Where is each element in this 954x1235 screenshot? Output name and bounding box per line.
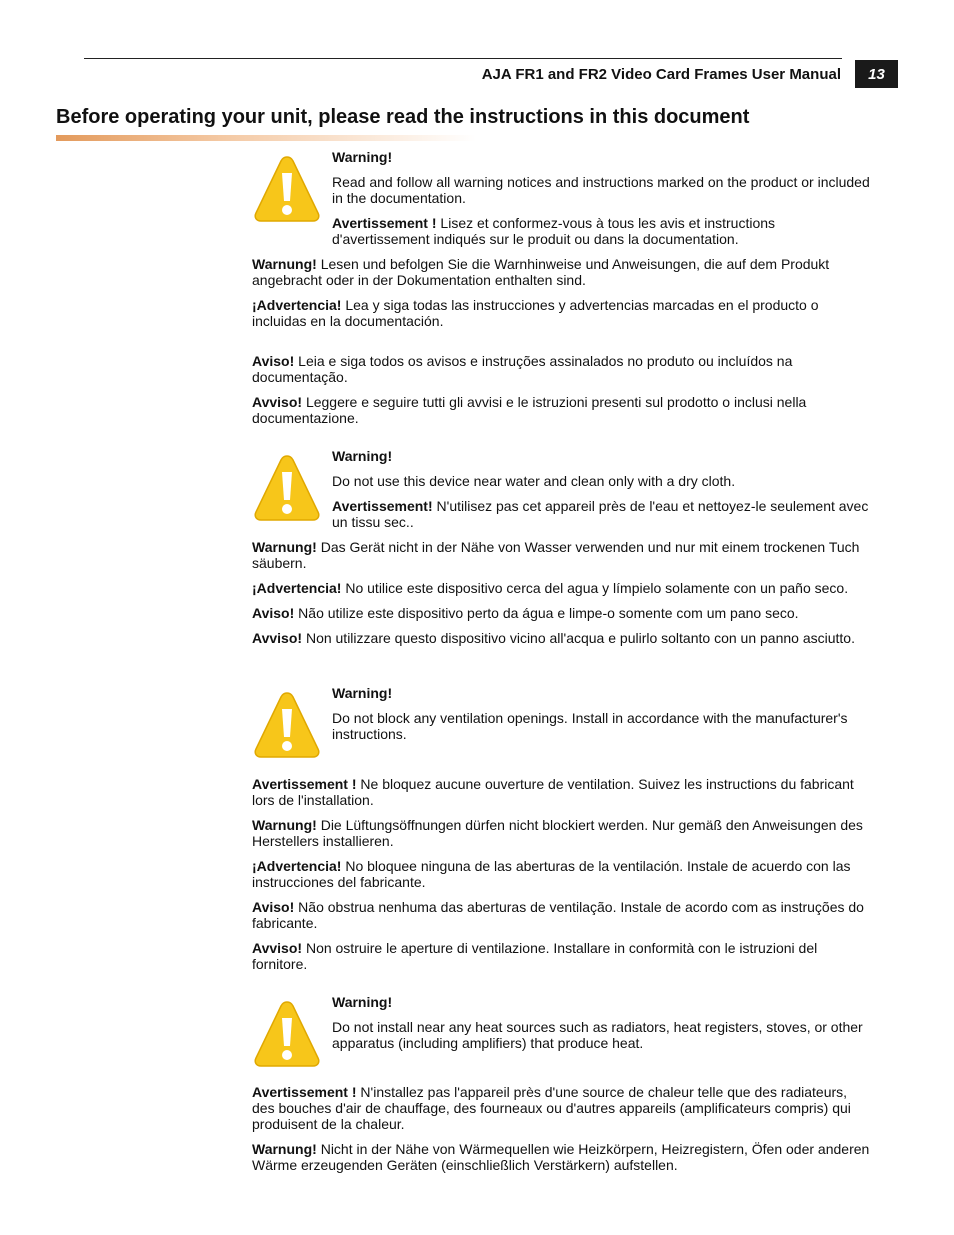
warning-text-it: Avviso! Leggere e seguire tutti gli avvisi e le istruzioni presenti sul prodotto o inclusi nella documentazione. xyxy=(252,394,807,426)
header-rule xyxy=(84,58,842,59)
warning-text-de: Warnung! Das Gerät nicht in der Nähe von Wasser verwenden und nur mit einem trockenen Tuch säubern. xyxy=(252,539,860,571)
warning-text-it: Avviso! Non ostruire le aperture di ventilazione. Installare in conformità con le istruzioni del fornitore. xyxy=(252,940,818,972)
warning-heading: Warning! xyxy=(332,685,393,701)
warning-text-en: Do not block any ventilation openings. Install in accordance with the manufacturer's instructions. xyxy=(332,710,848,742)
warning-text-pt: Aviso! Leia e siga todos os avisos e instruções assinalados no produto ou incluídos na documentação. xyxy=(252,353,793,385)
warning-section-1 xyxy=(252,149,872,435)
page-number: 13 xyxy=(855,60,898,88)
title-underline xyxy=(56,135,476,141)
warning-heading: Warning! xyxy=(332,448,393,464)
warning-text-en: Do not use this device near water and clean only with a dry cloth. xyxy=(332,473,736,489)
warning-triangle-icon xyxy=(252,153,322,225)
manual-title: AJA FR1 and FR2 Video Card Frames User Manual xyxy=(481,66,841,83)
warning-section-2 xyxy=(252,448,872,655)
warning-triangle-icon xyxy=(252,998,322,1070)
warning-heading: Warning! xyxy=(332,994,393,1010)
warning-triangle-icon xyxy=(252,689,322,761)
warning-text-it: Avviso! Non utilizzare questo dispositivo vicino all'acqua e pulirlo soltanto con un panno asciutto. xyxy=(252,630,855,646)
warning-heading: Warning! xyxy=(332,149,393,165)
warning-text-de: Warnung! Die Lüftungsöffnungen dürfen nicht blockiert werden. Nur gemäß den Anweisungen des Herstellers installieren. xyxy=(252,817,863,849)
warning-text-de: Warnung! Lesen und befolgen Sie die Warnhinweise und Anweisungen, die auf dem Produkt angebracht oder in der Dokumentation enthalten sind. xyxy=(252,256,830,288)
warning-text-fr: Avertissement ! N'installez pas l'appareil près d'une source de chaleur telle que des radiateurs, des bouches d'air de chauffage, des fourneaux ou d'autres appareils (amplificateurs compris) qui produisent de la chaleur. xyxy=(252,1084,851,1132)
warning-text-es: ¡Advertencia! Lea y siga todas las instrucciones y advertencias marcadas en el producto o incluidas en la documentación. xyxy=(252,297,819,329)
warning-text-en: Read and follow all warning notices and instructions marked on the product or included in the documentation. xyxy=(332,174,870,206)
warning-text-pt: Aviso! Não obstrua nenhuma das aberturas de ventilação. Instale de acordo com as instruções do fabricante. xyxy=(252,899,864,931)
warning-triangle-icon xyxy=(252,452,322,524)
warning-text-es: ¡Advertencia! No utilice este dispositivo cerca del agua y límpielo solamente con un paño seco. xyxy=(252,580,849,596)
warning-text-en: Do not install near any heat sources such as radiators, heat registers, stoves, or other apparatus (including amplifiers) that produce heat. xyxy=(332,1019,863,1051)
warning-section-3 xyxy=(252,685,872,981)
warning-text-es: ¡Advertencia! No bloquee ninguna de las aberturas de la ventilación. Instale de acuerdo con las instrucciones del fabricante. xyxy=(252,858,851,890)
warning-text-pt: Aviso! Não utilize este dispositivo perto da água e limpe-o somente com um pano seco. xyxy=(252,605,799,621)
warning-section-4 xyxy=(252,994,872,1182)
warning-text-fr: Avertissement ! Ne bloquez aucune ouverture de ventilation. Suivez les instructions du fabricant lors de l'installation. xyxy=(252,776,854,808)
page-title: Before operating your unit, please read the instructions in this document xyxy=(56,106,750,128)
warning-text-de: Warnung! Nicht in der Nähe von Wärmequellen wie Heizkörpern, Heizregistern, Öfen oder anderen Wärme erzeugenden Geräten (einschließlich Verstärkern) aufstellen. xyxy=(252,1141,870,1173)
warning-text-fr: Avertissement ! Lisez et conformez-vous à tous les avis et instructions d'avertissement indiqués sur le produit ou dans la documentation. xyxy=(332,215,776,247)
warning-text-fr: Avertissement! N'utilisez pas cet appareil près de l'eau et nettoyez-le seulement avec un tissu sec.. xyxy=(332,498,869,530)
